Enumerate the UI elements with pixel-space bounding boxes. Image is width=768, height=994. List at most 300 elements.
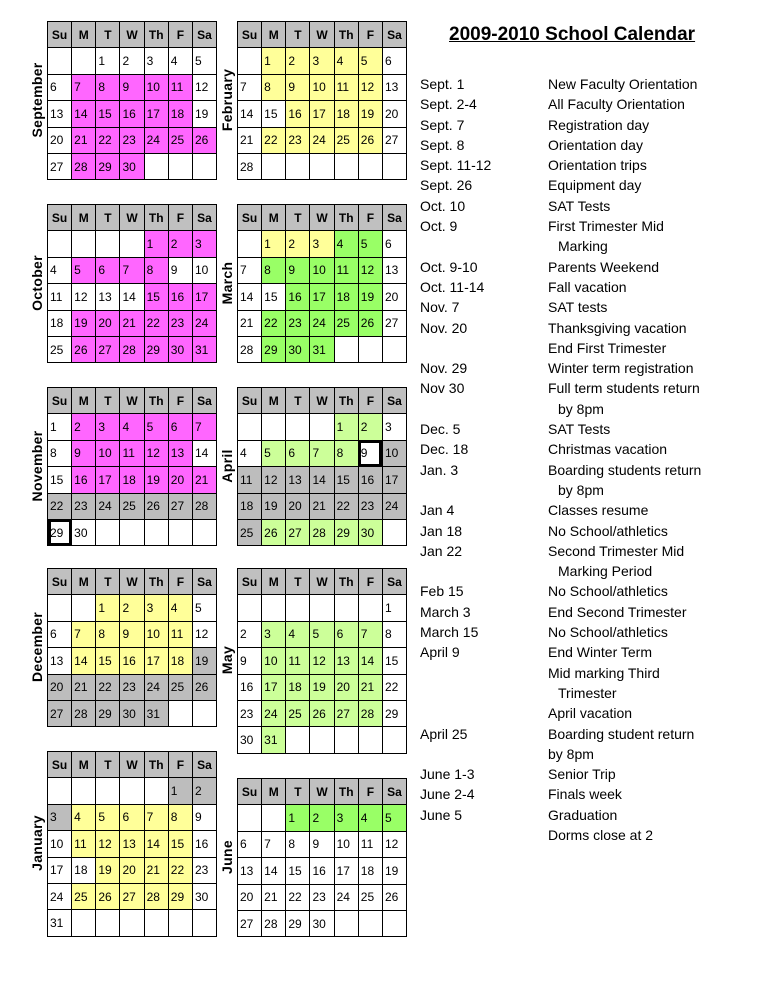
day-cell (192, 648, 216, 674)
day-cell (192, 804, 216, 830)
day-cell (144, 310, 168, 336)
day-cell (96, 336, 120, 362)
day-number: 23 (240, 706, 254, 721)
event-line: Fall vacation (548, 278, 627, 295)
event-line: Orientation trips (548, 157, 647, 174)
day-cell (96, 857, 120, 883)
day-cell (382, 674, 406, 700)
day-number: 29 (98, 159, 112, 174)
day-cell (96, 127, 120, 153)
day-number: 29 (384, 706, 399, 721)
day-number: 16 (312, 863, 326, 878)
day-number: 30 (194, 889, 209, 904)
weekday-header: Su (238, 22, 262, 48)
day-number: 29 (50, 525, 64, 540)
event-line: Marking Period (558, 563, 653, 580)
weekday-header: W (120, 752, 144, 778)
day-number: 31 (50, 916, 64, 931)
day-number: 27 (98, 342, 112, 357)
day-number: 9 (194, 810, 202, 825)
day-number: 2 (360, 420, 368, 435)
day-cell (192, 595, 216, 621)
day-cell (238, 519, 262, 545)
day-cell (168, 231, 192, 257)
weekday-header: Th (144, 569, 168, 595)
day-cell (310, 858, 334, 884)
day-cell (262, 153, 286, 179)
day-cell (192, 700, 216, 726)
day-number: 23 (312, 890, 326, 905)
day-number: 14 (312, 472, 326, 487)
event-date: June 5 (420, 806, 463, 823)
day-cell (334, 414, 358, 440)
day-cell (310, 284, 334, 310)
day-number: 28 (122, 342, 136, 357)
day-number: 8 (264, 263, 271, 278)
day-number: 27 (288, 525, 302, 540)
event-date: Sept. 7 (420, 116, 465, 133)
day-number: 22 (384, 680, 399, 695)
day-number: 19 (74, 316, 88, 331)
day-cell (192, 414, 216, 440)
day-cell (262, 127, 286, 153)
day-cell (358, 310, 382, 336)
day-cell (120, 153, 144, 179)
day-cell (358, 467, 382, 493)
day-number: 28 (240, 342, 254, 357)
weekday-header: Su (238, 779, 262, 805)
day-cell (334, 467, 358, 493)
weekday-header: Su (48, 569, 72, 595)
day-cell (334, 257, 358, 283)
weekday-header: Sa (382, 205, 406, 231)
day-cell (262, 74, 286, 100)
month-grid (47, 387, 217, 546)
day-number: 7 (74, 627, 81, 642)
event-line: Thanksgiving vacation (548, 319, 687, 336)
day-cell (48, 519, 72, 545)
day-number: 30 (240, 733, 254, 748)
day-number: 22 (146, 316, 160, 331)
day-number: 8 (384, 627, 392, 642)
event-line: Orientation day (548, 136, 643, 153)
day-number: 2 (194, 784, 202, 799)
day-number: 10 (312, 263, 326, 278)
day-cell (382, 467, 406, 493)
event-date: Feb 15 (420, 583, 464, 600)
day-cell (96, 621, 120, 647)
day-cell (286, 231, 310, 257)
day-cell (334, 621, 358, 647)
day-number: 2 (288, 54, 295, 69)
event-date: Oct. 9-10 (420, 258, 478, 275)
day-cell (382, 700, 406, 726)
weekday-header: T (286, 779, 310, 805)
event-line: Marking (558, 238, 608, 255)
day-cell (72, 910, 96, 936)
day-cell (334, 336, 358, 362)
day-number: 5 (360, 237, 368, 252)
day-cell (382, 101, 406, 127)
day-cell (192, 310, 216, 336)
day-number: 1 (264, 54, 271, 69)
day-cell (120, 883, 144, 909)
day-cell (168, 778, 192, 804)
event-date: Dec. 18 (420, 441, 469, 458)
day-cell (120, 127, 144, 153)
day-cell (382, 858, 406, 884)
event-line: Full term students return (548, 380, 700, 397)
event-line: Parents Weekend (548, 258, 660, 275)
day-number: 23 (170, 316, 185, 331)
day-number: 11 (240, 472, 253, 487)
day-number: 5 (312, 627, 320, 642)
day-number: 9 (240, 653, 247, 668)
day-number: 14 (122, 289, 136, 304)
day-cell (192, 284, 216, 310)
day-number: 11 (336, 263, 350, 278)
day-number: 18 (288, 680, 302, 695)
day-cell (168, 857, 192, 883)
day-cell (334, 284, 358, 310)
day-cell (168, 700, 192, 726)
day-cell (358, 858, 382, 884)
day-number: 9 (288, 80, 295, 95)
day-number: 24 (264, 706, 278, 721)
event-row (420, 155, 760, 175)
day-number: 10 (384, 446, 399, 461)
event-line: Second Trimester Mid (548, 542, 685, 559)
day-cell (192, 336, 216, 362)
day-number: 10 (146, 80, 160, 95)
day-number: 30 (122, 706, 136, 721)
day-cell (72, 778, 96, 804)
day-number: 4 (170, 54, 178, 69)
day-cell (286, 257, 310, 283)
event-line: Finals week (548, 786, 622, 803)
day-cell (192, 231, 216, 257)
day-cell (144, 595, 168, 621)
day-cell (168, 493, 192, 519)
day-cell (358, 831, 382, 857)
day-cell (382, 805, 406, 831)
day-number: 15 (98, 106, 112, 121)
day-number: 20 (288, 499, 302, 514)
event-line: Boarding student return (548, 725, 695, 742)
day-cell (358, 257, 382, 283)
day-cell (72, 621, 96, 647)
day-number: 27 (240, 916, 254, 931)
day-number: 9 (122, 80, 130, 95)
day-cell (262, 440, 286, 466)
day-number: 26 (146, 499, 160, 514)
event-line: by 8pm (548, 745, 594, 762)
day-number: 8 (264, 80, 271, 95)
event-line: No School/athletics (548, 583, 668, 600)
day-cell (96, 284, 120, 310)
event-date: Oct. 11-14 (420, 278, 485, 295)
day-cell (96, 831, 120, 857)
day-cell (120, 804, 144, 830)
day-number: 30 (312, 916, 326, 931)
events-list (420, 74, 760, 845)
day-cell (286, 595, 310, 621)
day-cell (192, 621, 216, 647)
event-text (548, 602, 760, 622)
day-number: 9 (170, 263, 178, 278)
day-cell (358, 48, 382, 74)
month-november (27, 387, 217, 545)
day-number: 19 (312, 680, 326, 695)
day-cell (382, 231, 406, 257)
day-number: 8 (170, 810, 178, 825)
weekday-header: M (72, 22, 96, 48)
day-cell (286, 440, 310, 466)
day-cell (382, 595, 406, 621)
day-cell (192, 910, 216, 936)
day-cell (168, 595, 192, 621)
day-cell (310, 884, 334, 910)
day-number: 9 (288, 263, 295, 278)
month-grid (237, 778, 407, 937)
day-number: 27 (336, 706, 350, 721)
event-text (548, 541, 760, 582)
day-number: 1 (98, 601, 105, 616)
day-cell (310, 674, 334, 700)
event-date: Oct. 10 (420, 197, 466, 214)
day-cell (286, 310, 310, 336)
day-number: 1 (288, 811, 295, 826)
event-line: SAT Tests (548, 197, 611, 214)
day-cell (238, 467, 262, 493)
event-date: Sept. 11-12 (420, 157, 492, 174)
day-cell (238, 884, 262, 910)
weekday-header: Sa (192, 22, 216, 48)
month-grid (237, 568, 407, 754)
day-cell (238, 101, 262, 127)
weekday-header: Su (238, 205, 262, 231)
day-number: 7 (146, 810, 154, 825)
day-cell (262, 101, 286, 127)
day-number: 26 (98, 889, 112, 904)
event-date: Oct. 9 (420, 218, 458, 235)
day-cell (48, 48, 72, 74)
day-number: 23 (360, 499, 375, 514)
day-cell (72, 648, 96, 674)
day-cell (358, 674, 382, 700)
day-number: 27 (170, 499, 185, 514)
day-cell (238, 621, 262, 647)
day-cell (144, 519, 168, 545)
month-grid (237, 21, 407, 180)
day-number: 18 (170, 653, 185, 668)
event-line: Equipment day (548, 177, 642, 194)
day-number: 4 (336, 237, 344, 252)
day-number: 18 (170, 106, 185, 121)
day-cell (358, 231, 382, 257)
weekday-header: Th (144, 752, 168, 778)
day-cell (168, 804, 192, 830)
event-text (548, 135, 760, 155)
event-text (548, 155, 760, 175)
day-cell (96, 519, 120, 545)
day-number: 17 (194, 289, 209, 304)
event-date: Sept. 26 (420, 177, 473, 194)
day-number: 25 (360, 890, 375, 905)
day-cell (262, 910, 286, 936)
weekday-header: M (262, 779, 286, 805)
day-cell (48, 857, 72, 883)
day-number: 18 (122, 472, 136, 487)
day-number: 19 (264, 499, 278, 514)
day-cell (72, 310, 96, 336)
day-cell (72, 440, 96, 466)
weekday-header: Su (238, 388, 262, 414)
day-cell (96, 804, 120, 830)
month-december (27, 568, 217, 726)
day-number: 17 (312, 106, 326, 121)
event-line: No School/athletics (548, 624, 668, 641)
day-cell (168, 74, 192, 100)
day-cell (262, 310, 286, 336)
day-cell (334, 310, 358, 336)
day-number: 22 (170, 863, 185, 878)
event-date: April 25 (420, 725, 468, 742)
day-number: 15 (146, 289, 160, 304)
day-cell (238, 440, 262, 466)
day-number: 8 (336, 446, 344, 461)
day-cell (334, 127, 358, 153)
day-cell (144, 74, 168, 100)
day-number: 31 (146, 706, 160, 721)
day-cell (238, 700, 262, 726)
weekday-header: T (286, 205, 310, 231)
day-cell (238, 414, 262, 440)
day-cell (48, 700, 72, 726)
month-name (27, 204, 47, 362)
day-cell (96, 310, 120, 336)
day-cell (358, 74, 382, 100)
event-row (420, 216, 760, 257)
event-line: All Faculty Orientation (548, 96, 685, 113)
day-cell (192, 74, 216, 100)
day-cell (168, 674, 192, 700)
month-grid (47, 204, 217, 363)
weekday-header: Sa (192, 752, 216, 778)
day-number: 21 (122, 316, 136, 331)
day-number: 18 (336, 289, 350, 304)
day-number: 24 (336, 890, 350, 905)
day-number: 13 (384, 80, 399, 95)
day-number: 20 (384, 289, 399, 304)
day-cell (192, 493, 216, 519)
event-row (420, 622, 760, 642)
day-number: 27 (50, 159, 64, 174)
day-cell (144, 648, 168, 674)
day-cell (382, 648, 406, 674)
day-number: 21 (74, 133, 88, 148)
day-number: 24 (384, 499, 399, 514)
event-row (420, 642, 760, 723)
day-cell (334, 595, 358, 621)
day-cell (72, 153, 96, 179)
day-cell (48, 310, 72, 336)
day-number: 24 (194, 316, 209, 331)
day-cell (310, 910, 334, 936)
month-grid (47, 751, 217, 937)
event-line: April vacation (548, 705, 633, 722)
weekday-header: F (358, 388, 382, 414)
day-cell (286, 674, 310, 700)
day-number: 30 (170, 342, 185, 357)
day-cell (168, 127, 192, 153)
day-number: 21 (312, 499, 326, 514)
day-cell (192, 831, 216, 857)
weekday-header: W (120, 569, 144, 595)
day-number: 17 (384, 472, 399, 487)
event-row (420, 196, 760, 216)
event-date: Dec. 5 (420, 421, 461, 438)
weekday-header: Su (48, 22, 72, 48)
day-number: 11 (50, 289, 63, 304)
day-cell (144, 127, 168, 153)
day-number: 28 (146, 889, 160, 904)
day-cell (168, 831, 192, 857)
day-number: 3 (264, 627, 271, 642)
day-number: 17 (336, 863, 350, 878)
day-number: 5 (98, 810, 105, 825)
day-number: 13 (50, 653, 64, 668)
day-cell (48, 257, 72, 283)
day-number: 4 (360, 811, 368, 826)
day-number: 13 (98, 289, 112, 304)
day-cell (144, 883, 168, 909)
event-row (420, 500, 760, 520)
day-number: 15 (384, 653, 399, 668)
day-number: 26 (194, 680, 209, 695)
day-number: 19 (360, 289, 375, 304)
weekday-header: F (358, 205, 382, 231)
event-row (420, 581, 760, 601)
day-cell (144, 284, 168, 310)
day-cell (72, 493, 96, 519)
day-cell (144, 910, 168, 936)
weekday-header: Sa (192, 388, 216, 414)
day-number: 13 (240, 863, 254, 878)
event-date: Sept. 2-4 (420, 96, 477, 113)
day-cell (120, 519, 144, 545)
day-cell (192, 127, 216, 153)
day-cell (144, 231, 168, 257)
day-cell (310, 414, 334, 440)
event-line: Mid marking Third (548, 664, 660, 681)
day-number: 1 (50, 420, 57, 435)
weekday-header: Sa (382, 388, 406, 414)
weekday-header: W (120, 22, 144, 48)
event-row (420, 784, 760, 804)
day-number: 13 (336, 653, 350, 668)
event-date: Nov. 7 (420, 299, 460, 316)
month-name (27, 387, 47, 545)
event-date: Sept. 8 (420, 136, 465, 153)
day-cell (286, 621, 310, 647)
day-cell (238, 831, 262, 857)
day-number: 8 (288, 837, 295, 852)
day-number: 14 (146, 836, 160, 851)
day-cell (72, 74, 96, 100)
day-number: 29 (264, 342, 278, 357)
day-number: 6 (240, 837, 247, 852)
